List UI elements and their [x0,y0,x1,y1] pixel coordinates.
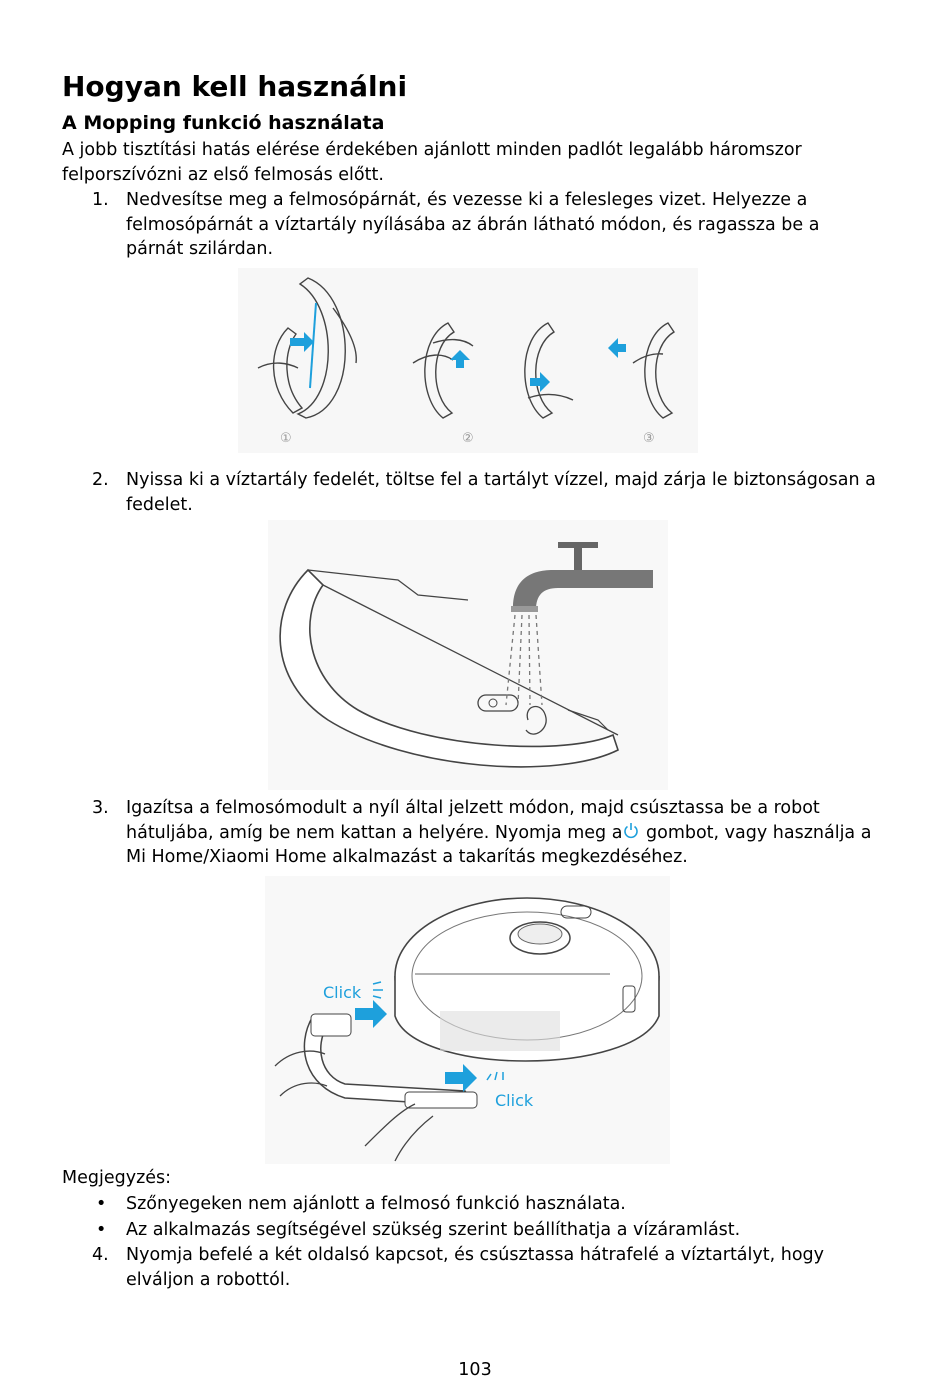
step-text: Nedvesítse meg a felmosópárnát, és vezesse ki a felesleges vizet. Helyezze a felmosópárnát a víztartály nyílásába az ábrán látható módon, és ragassza be a párnát szilárdan. [126,190,820,259]
step-number: 1. [92,190,109,210]
step-number: 4. [92,1245,109,1265]
click-label-bottom: Click [495,1091,534,1110]
figure-step-label-3: ③ [643,431,655,446]
step-number: 3. [92,798,109,818]
bullet-icon: • [96,1220,107,1240]
figure-step-label-1: ① [280,431,292,446]
click-label-top: Click [323,983,362,1002]
note-text: Az alkalmazás segítségével szükség szerint beállíthatja a vízáramlást. [126,1220,741,1240]
intro-paragraph: A jobb tisztítási hatás elérése érdekében ajánlott minden padlót legalább háromszor felporszívózni az első felmosás előtt. [62,140,802,185]
step-text: Nyissa ki a víztartály fedelét, töltse fel a tartályt vízzel, majd zárja le biztonságosan a fedelet. [126,470,876,515]
note-text: Szőnyegeken nem ajánlott a felmosó funkció használata. [126,1194,626,1214]
step-text [126,796,876,870]
mop-pad-insertion-illustration [238,268,698,453]
bullet-icon: • [96,1194,107,1214]
step-number: 2. [92,470,109,490]
figure-step-label-2: ② [462,431,474,446]
step-text: Nyomja befelé a két oldalsó kapcsot, és csúsztassa hátrafelé a víztartályt, hogy elváljon a robottól. [126,1245,825,1290]
step-text-part-b: gombot, vagy használja a Mi Home/Xiaomi Home alkalmazást a takarítás megkezdéséhez. [126,822,872,867]
step-text-part-a: Igazítsa a felmosómodult a nyíl által jelzett módon, majd csúsztassa be a robot hátuljába, amíg be nem kattan a helyére. Nyomja meg a [126,798,820,843]
note-heading: Megjegyzés: [62,1168,172,1188]
water-tank-filling-illustration [268,520,668,790]
page-number: 103 [458,1360,492,1380]
page-title: Hogyan kell használni [62,70,408,103]
section-heading: A Mopping funkció használata [62,112,385,134]
power-button-icon [622,821,640,839]
mop-module-installation-illustration [265,876,670,1164]
